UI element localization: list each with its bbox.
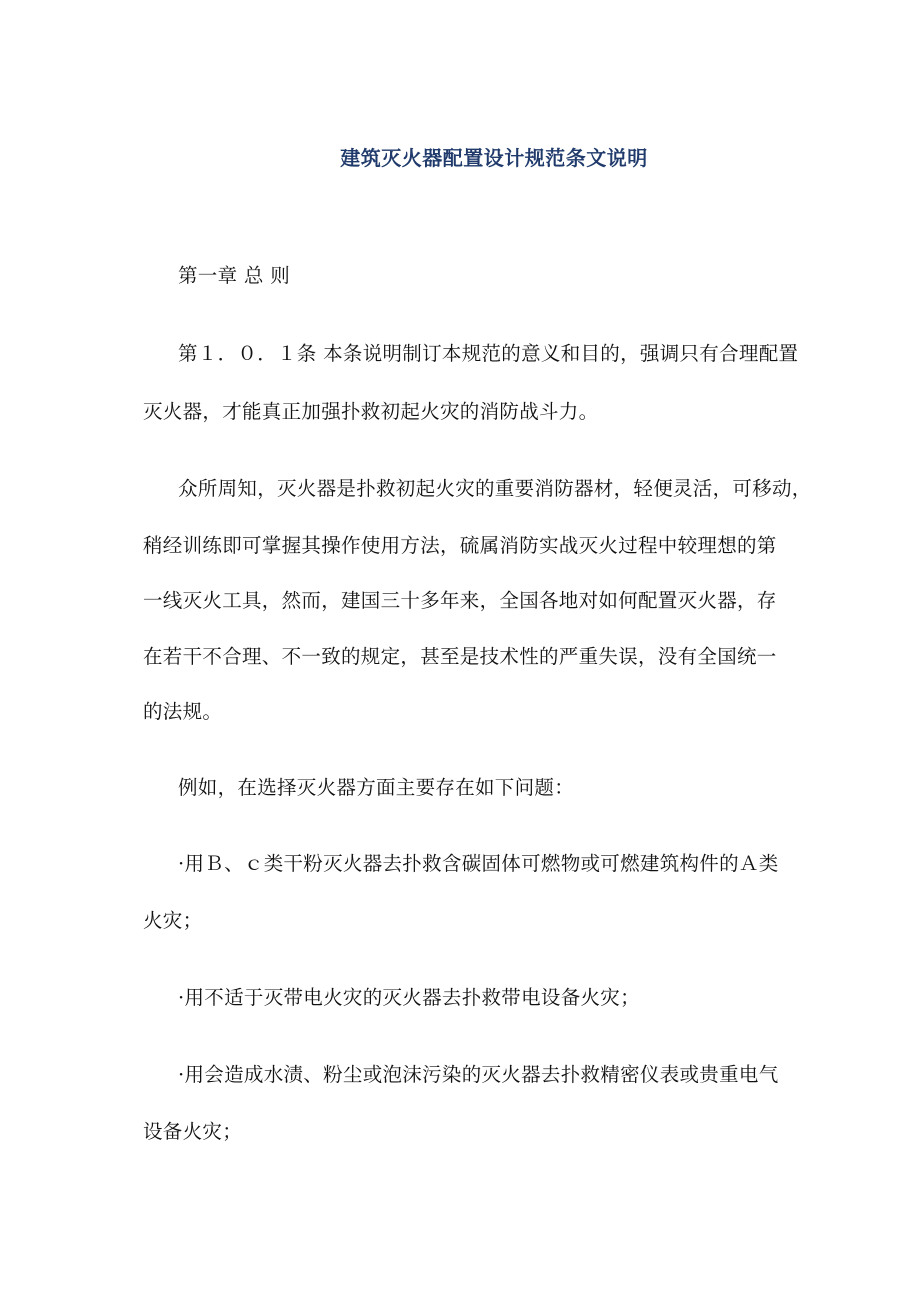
- paragraph-line: 灭火器，才能真正加强扑救初起火灾的消防战斗力。: [143, 400, 599, 423]
- document-title: 建筑灭火器配置设计规范条文说明: [340, 146, 648, 170]
- paragraph-line: 一线灭火工具，然而，建国三十多年来，全国各地对如何配置灭火器，存: [143, 589, 777, 612]
- paragraph-line: 在若干不合理、不一致的规定，甚至是技术性的严重失误，没有全国统一: [143, 645, 777, 668]
- bullet-line: ·用不适于灭带电火灾的灭火器去扑救带电设备火灾；: [178, 986, 640, 1009]
- paragraph-line: 的法规。: [143, 700, 223, 723]
- paragraph-line: 例如，在选择灭火器方面主要存在如下问题：: [178, 776, 575, 799]
- bullet-line: ·用Ｂ、ｃ类干粉灭火器去扑救含碳固体可燃物或可燃建筑构件的Ａ类: [178, 852, 779, 875]
- bullet-line: ·用会造成水渍、粉尘或泡沫污染的灭火器去扑救精密仪表或贵重电气: [178, 1063, 779, 1086]
- paragraph-line: 众所周知，灭火器是扑救初起火灾的重要消防器材，轻便灵活，可移动，: [178, 477, 812, 500]
- chapter-heading: 第一章 总 则: [178, 264, 290, 287]
- paragraph-line: 第１．０．１条 本条说明制订本规范的意义和目的，强调只有合理配置: [178, 342, 799, 365]
- bullet-line: 设备火灾；: [143, 1120, 243, 1143]
- bullet-line: 火灾；: [143, 909, 203, 932]
- paragraph-line: 稍经训练即可掌握其操作使用方法，硫属消防实战灭火过程中较理想的第: [143, 534, 777, 557]
